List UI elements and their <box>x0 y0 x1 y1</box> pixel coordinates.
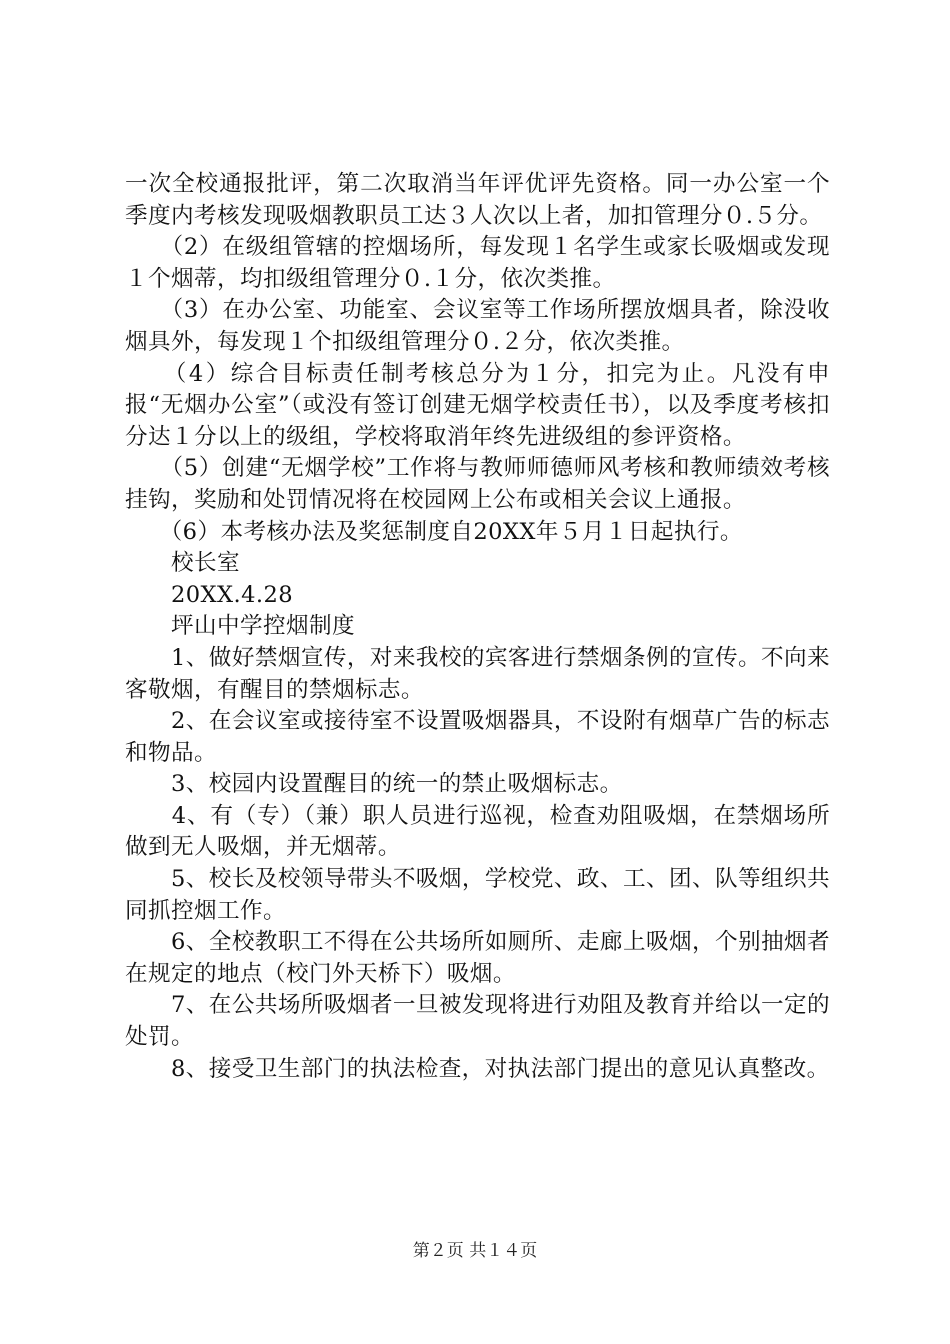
rule-item-2: 2、在会议室或接待室不设置吸烟器具，不设附有烟草广告的标志和物品。 <box>125 708 830 766</box>
signature-office: 校长室 <box>125 550 240 577</box>
paragraph-item-6: （6）本考核办法及奖惩制度自20XX年５月１日起执行。 <box>125 518 743 545</box>
rule-item-8: 8、接受卫生部门的执法检查，对执法部门提出的意见认真整改。 <box>125 1055 830 1082</box>
rule-item-5: 5、校长及校领导带头不吸烟，学校党、政、工、团、队等组织共同抓控烟工作。 <box>125 866 830 924</box>
paragraph-item-3: （3）在办公室、功能室、会议室等工作场所摆放烟具者，除没收烟具外，每发现１个扣级组管理分０.２分，依次类推。 <box>125 297 830 355</box>
page-footer: 第２页 共１４页 <box>412 1241 538 1261</box>
section-title: 坪山中学控烟制度 <box>125 613 355 640</box>
rule-item-3: 3、校园内设置醒目的统一的禁止吸烟标志。 <box>125 771 623 798</box>
rule-item-7: 7、在公共场所吸烟者一旦被发现将进行劝阻及教育并给以一定的处罚。 <box>125 992 830 1051</box>
paragraph-item-4: （4）综合目标责任制考核总分为１分，扣完为止。凡没有申报“无烟办公室”（或没有签订创建无烟学校责任书），以及季度考核扣分达１分以上的级组，学校将取消年终先进级组的参评资格。 <box>125 360 830 450</box>
rule-item-4: 4、有（专）（兼）职人员进行巡视，检查劝阻吸烟，在禁烟场所做到无人吸烟，并无烟蒂。 <box>125 802 830 861</box>
rule-item-1: 1、做好禁烟宣传，对来我校的宾客进行禁烟条例的宣传。不向来客敬烟，有醒目的禁烟标志。 <box>125 644 830 703</box>
signature-date: 20XX.4.28 <box>125 581 293 608</box>
paragraph-item-5: （5）创建“无烟学校”工作将与教师师德师风考核和教师绩效考核挂钩，奖励和处罚情况将在校园网上公布或相关会议上通报。 <box>125 455 830 513</box>
rule-item-6: 6、全校教职工不得在公共场所如厕所、走廊上吸烟，个别抽烟者在规定的地点（校门外天桥下）吸烟。 <box>125 929 830 987</box>
paragraph-item-2: （2）在级组管辖的控烟场所，每发现１名学生或家长吸烟或发现１个烟蒂，均扣级组管理分０.１分，依次类推。 <box>125 234 830 292</box>
document-body <box>125 169 830 1085</box>
paragraph-continuation: 一次全校通报批评，第二次取消当年评优评先资格。同一办公室一个季度内考核发现吸烟教职员工达３人次以上者，加扣管理分０.５分。 <box>125 171 830 229</box>
